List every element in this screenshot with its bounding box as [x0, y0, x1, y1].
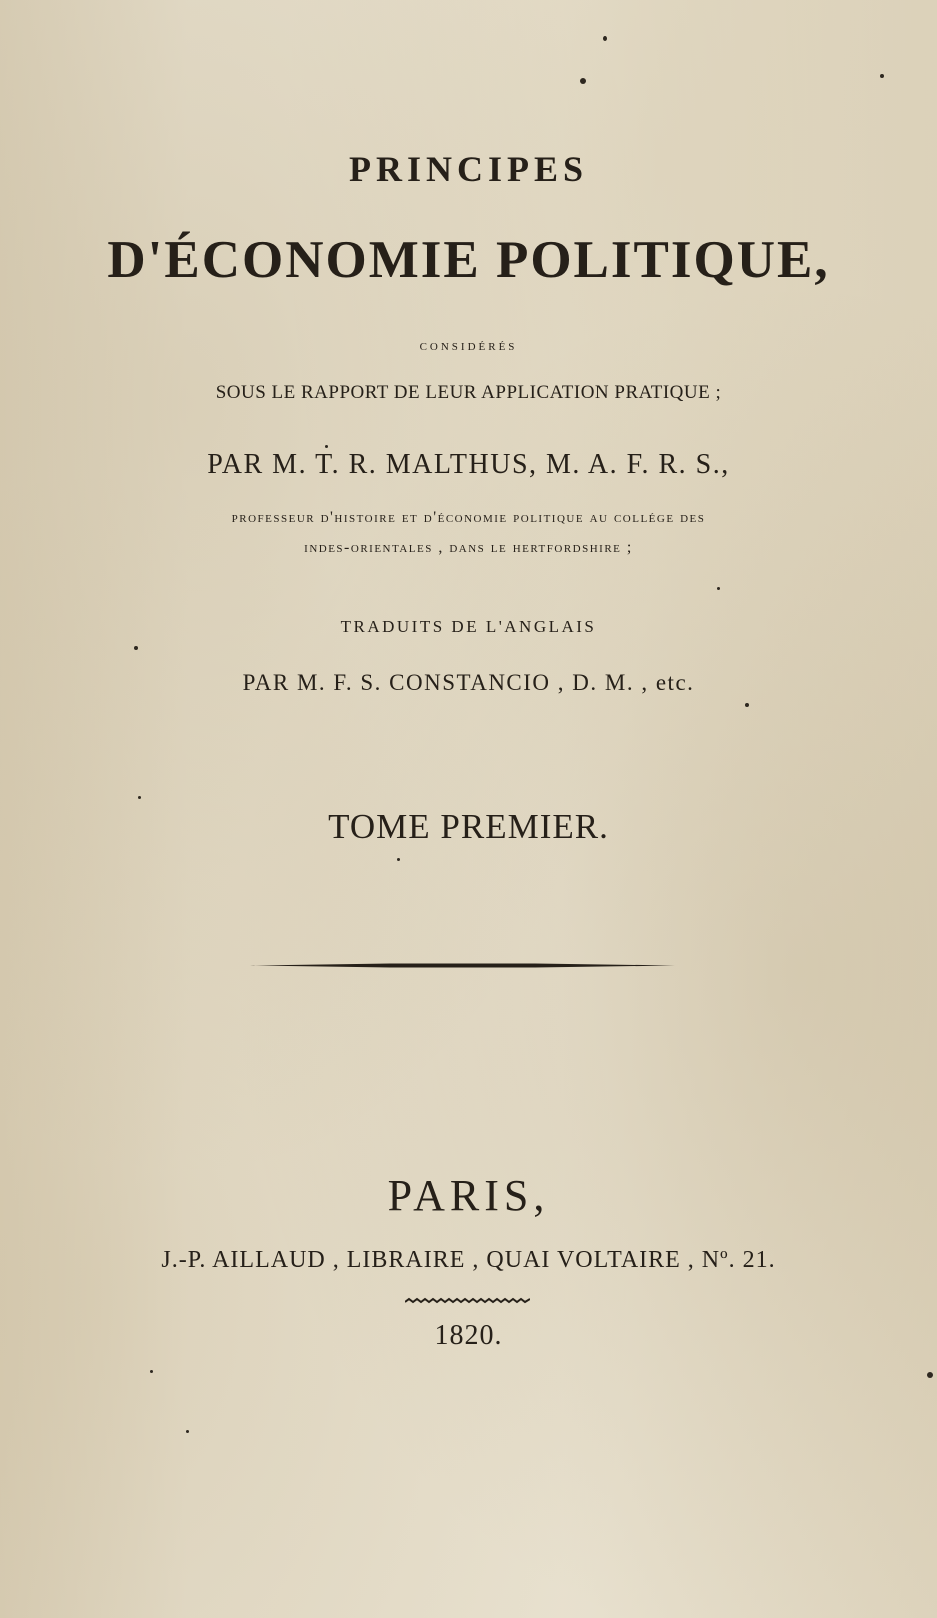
ornamental-rule — [405, 1297, 530, 1305]
author-title-line-2: indes-orientales , dans le hertfordshire ; — [304, 539, 633, 556]
paper-speck — [880, 74, 884, 78]
paper-speck — [717, 587, 720, 590]
paper-speck — [150, 1370, 153, 1373]
paper-speck — [186, 1430, 189, 1433]
paper-speck — [325, 445, 328, 448]
title-line-1: PRINCIPES — [348, 149, 589, 189]
paper-speck — [397, 858, 400, 861]
translator-line: PAR M. F. S. CONSTANCIO , D. M. , etc. — [242, 670, 695, 695]
city-line: PARIS, — [387, 1171, 550, 1220]
paper-speck — [745, 703, 749, 707]
paper-speck — [134, 646, 138, 650]
author-title-line-1: professeur d'histoire et d'économie politique au collége des — [231, 509, 706, 526]
thick-thin-rule — [250, 963, 675, 968]
subtitle-line: SOUS LE RAPPORT DE LEUR APPLICATION PRATIQUE ; — [215, 382, 722, 403]
paper-speck — [927, 1372, 933, 1378]
paper-speck — [138, 796, 141, 799]
considered-line: considérés — [419, 338, 518, 354]
year-line: 1820. — [434, 1320, 503, 1351]
volume-line: TOME PREMIER. — [328, 807, 609, 846]
title-line-2: D'ÉCONOMIE POLITIQUE, — [107, 231, 830, 289]
paper-speck — [603, 36, 607, 41]
author-line: PAR M. T. R. MALTHUS, M. A. F. R. S., — [207, 449, 730, 480]
paper-speck — [580, 78, 586, 84]
translated-line: TRADUITS DE L'ANGLAIS — [340, 617, 597, 636]
publisher-line: J.-P. AILLAUD , LIBRAIRE , QUAI VOLTAIRE , Nº. 21. — [161, 1247, 776, 1273]
